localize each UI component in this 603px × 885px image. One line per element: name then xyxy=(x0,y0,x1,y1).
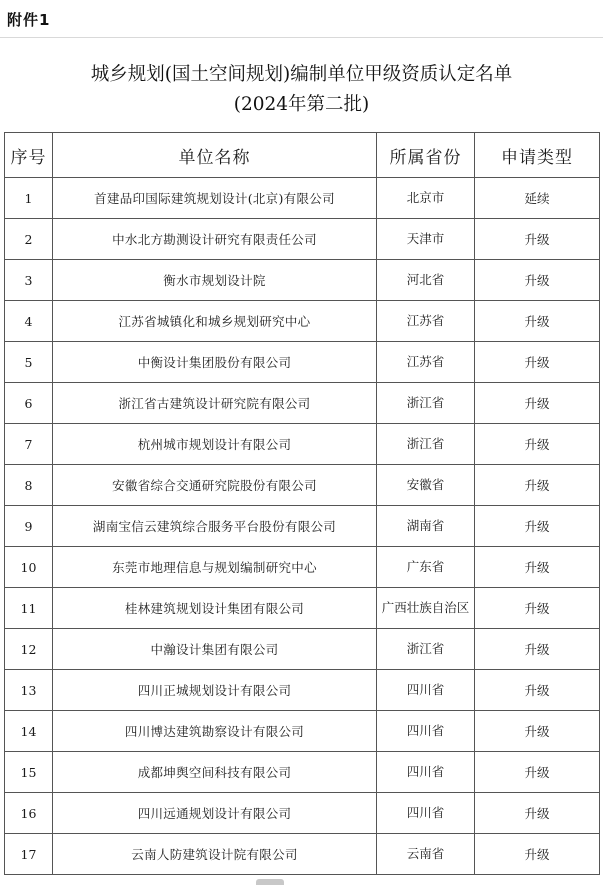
row-index: 16 xyxy=(5,793,53,834)
table-row xyxy=(5,260,600,301)
row-index: 10 xyxy=(5,547,53,588)
row-application-type: 升级 xyxy=(475,506,600,547)
row-unit-name: 云南人防建筑设计院有限公司 xyxy=(53,834,377,875)
table-row xyxy=(5,834,600,875)
row-province: 江苏省 xyxy=(377,301,475,342)
row-province: 浙江省 xyxy=(377,383,475,424)
row-province: 云南省 xyxy=(377,834,475,875)
row-unit-name: 四川正城规划设计有限公司 xyxy=(53,670,377,711)
attachment-label: 附件1 xyxy=(7,11,51,29)
table-row xyxy=(5,629,600,670)
attachment-header-bar xyxy=(0,0,603,38)
row-index: 1 xyxy=(5,178,53,219)
row-index: 17 xyxy=(5,834,53,875)
row-unit-name: 湖南宝信云建筑综合服务平台股份有限公司 xyxy=(53,506,377,547)
row-application-type: 升级 xyxy=(475,547,600,588)
row-province: 湖南省 xyxy=(377,506,475,547)
table-header-row xyxy=(5,133,600,178)
row-unit-name: 江苏省城镇化和城乡规划研究中心 xyxy=(53,301,377,342)
scroll-handle[interactable] xyxy=(256,879,284,885)
row-index: 12 xyxy=(5,629,53,670)
row-unit-name: 四川远通规划设计有限公司 xyxy=(53,793,377,834)
row-application-type: 升级 xyxy=(475,424,600,465)
row-application-type: 升级 xyxy=(475,752,600,793)
row-province: 四川省 xyxy=(377,711,475,752)
table-row xyxy=(5,670,600,711)
row-unit-name: 安徽省综合交通研究院股份有限公司 xyxy=(53,465,377,506)
row-index: 13 xyxy=(5,670,53,711)
table-row xyxy=(5,178,600,219)
row-unit-name: 首建品印国际建筑规划设计(北京)有限公司 xyxy=(53,178,377,219)
table-row xyxy=(5,588,600,629)
row-application-type: 升级 xyxy=(475,219,600,260)
row-unit-name: 衡水市规划设计院 xyxy=(53,260,377,301)
table-row xyxy=(5,219,600,260)
header-unit-name: 单位名称 xyxy=(53,133,377,178)
row-index: 9 xyxy=(5,506,53,547)
row-application-type: 升级 xyxy=(475,260,600,301)
row-province: 广东省 xyxy=(377,547,475,588)
row-unit-name: 中水北方勘测设计研究有限责任公司 xyxy=(53,219,377,260)
row-province: 四川省 xyxy=(377,793,475,834)
row-index: 14 xyxy=(5,711,53,752)
table-row xyxy=(5,465,600,506)
row-province: 江苏省 xyxy=(377,342,475,383)
row-unit-name: 杭州城市规划设计有限公司 xyxy=(53,424,377,465)
row-index: 8 xyxy=(5,465,53,506)
row-application-type: 升级 xyxy=(475,711,600,752)
document-title: 城乡规划(国土空间规划)编制单位甲级资质认定名单 xyxy=(90,64,513,85)
row-application-type: 升级 xyxy=(475,383,600,424)
table-row xyxy=(5,383,600,424)
table-row xyxy=(5,301,600,342)
row-index: 4 xyxy=(5,301,53,342)
row-application-type: 延续 xyxy=(475,178,600,219)
row-application-type: 升级 xyxy=(475,670,600,711)
row-province: 安徽省 xyxy=(377,465,475,506)
row-province: 广西壮族自治区 xyxy=(377,588,475,629)
table-row xyxy=(5,711,600,752)
table-row xyxy=(5,342,600,383)
table-row xyxy=(5,752,600,793)
table-row xyxy=(5,793,600,834)
row-application-type: 升级 xyxy=(475,301,600,342)
row-index: 7 xyxy=(5,424,53,465)
table-row xyxy=(5,424,600,465)
row-province: 河北省 xyxy=(377,260,475,301)
header-application-type: 申请类型 xyxy=(475,133,600,178)
row-province: 四川省 xyxy=(377,670,475,711)
row-unit-name: 成都坤舆空间科技有限公司 xyxy=(53,752,377,793)
qualification-table xyxy=(4,132,600,875)
row-province: 四川省 xyxy=(377,752,475,793)
row-index: 2 xyxy=(5,219,53,260)
row-application-type: 升级 xyxy=(475,588,600,629)
row-unit-name: 中瀚设计集团有限公司 xyxy=(53,629,377,670)
row-province: 浙江省 xyxy=(377,629,475,670)
row-index: 3 xyxy=(5,260,53,301)
row-unit-name: 桂林建筑规划设计集团有限公司 xyxy=(53,588,377,629)
header-index: 序号 xyxy=(5,133,53,178)
row-application-type: 升级 xyxy=(475,465,600,506)
row-province: 天津市 xyxy=(377,219,475,260)
row-index: 6 xyxy=(5,383,53,424)
row-application-type: 升级 xyxy=(475,793,600,834)
row-index: 15 xyxy=(5,752,53,793)
row-province: 浙江省 xyxy=(377,424,475,465)
row-unit-name: 四川博达建筑勘察设计有限公司 xyxy=(53,711,377,752)
row-unit-name: 东莞市地理信息与规划编制研究中心 xyxy=(53,547,377,588)
row-index: 5 xyxy=(5,342,53,383)
row-application-type: 升级 xyxy=(475,342,600,383)
table-row xyxy=(5,547,600,588)
row-application-type: 升级 xyxy=(475,629,600,670)
table-row xyxy=(5,506,600,547)
row-unit-name: 中衡设计集团股份有限公司 xyxy=(53,342,377,383)
header-province: 所属省份 xyxy=(377,133,475,178)
document-subtitle: (2024年第二批) xyxy=(233,94,370,115)
row-unit-name: 浙江省古建筑设计研究院有限公司 xyxy=(53,383,377,424)
row-province: 北京市 xyxy=(377,178,475,219)
row-index: 11 xyxy=(5,588,53,629)
row-application-type: 升级 xyxy=(475,834,600,875)
